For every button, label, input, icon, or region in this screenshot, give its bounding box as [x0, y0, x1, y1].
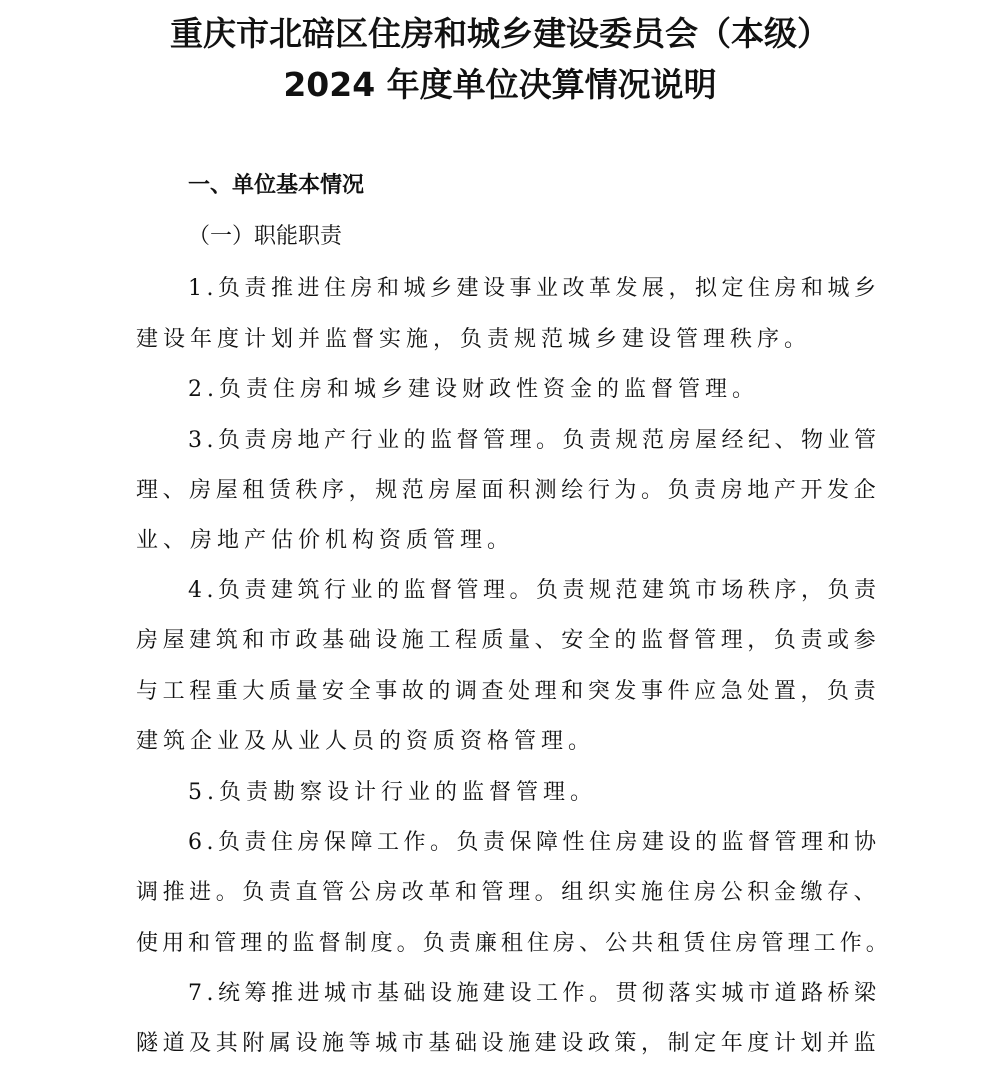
body-text-line: 6 . 负 责 住 房 保 障 工 作 。 负 责 保 障 性 住 房 建 设 的 监 督 管 理 和 协 [188, 830, 876, 855]
body-text-line: 2.负责住房和城乡建设财政性资金的监督管理。 [188, 377, 759, 402]
body-text-line: 理 、 房 屋 租 赁 秩 序 ， 规 范 房 屋 面 积 测 绘 行 为 。 负 责 房 地 产 开 发 企 [136, 478, 876, 503]
body-text-line: 业、房地产估价机构资质管理。 [136, 528, 515, 553]
body-text-line: 建筑企业及从业人员的资质资格管理。 [136, 729, 596, 754]
body-text-line: 隧 道 及 其 附 属 设 施 等 城 市 基 础 设 施 建 设 政 策 ， 制 定 年 度 计 划 并 监 [136, 1031, 876, 1056]
body-text-line: 1 . 负 责 推 进 住 房 和 城 乡 建 设 事 业 改 革 发 展 ， 拟 定 住 房 和 城 乡 [188, 276, 876, 301]
body-text-line: 调 推 进 。 负 责 直 管 公 房 改 革 和 管 理 。 组 织 实 施 住 房 公 积 金 缴 存 、 [136, 880, 876, 905]
body-text-line: 使 用 和 管 理 的 监 督 制 度 。 负 责 廉 租 住 房 、 公 共 租 赁 住 房 管 理 工 作 。 [136, 931, 888, 956]
body-text-line: 5.负责勘察设计行业的监督管理。 [188, 780, 597, 805]
subsection-heading-functions: （一）职能职责 [188, 224, 343, 249]
document-title-line-2: 2024 年度单位决算情况说明 [283, 65, 717, 104]
body-text-line: 4 . 负 责 建 筑 行 业 的 监 督 管 理 。 负 责 规 范 建 筑 市 场 秩 序 ， 负 责 [188, 578, 876, 603]
body-text-line: 建设年度计划并监督实施，负责规范城乡建设管理秩序。 [136, 327, 812, 352]
body-text-line: 房 屋 建 筑 和 市 政 基 础 设 施 工 程 质 量 、 安 全 的 监 督 管 理 ， 负 责 或 参 [136, 628, 876, 653]
document-title-line-1: 重庆市北碚区住房和城乡建设委员会（本级） [170, 14, 830, 53]
body-text-line: 7 . 统 筹 推 进 城 市 基 础 设 施 建 设 工 作 。 贯 彻 落 实 城 市 道 路 桥 梁 [188, 981, 876, 1006]
body-text-line: 与 工 程 重 大 质 量 安 全 事 故 的 调 查 处 理 和 突 发 事 件 应 急 处 置 ， 负 责 [136, 679, 876, 704]
section-heading-basic-info: 一、单位基本情况 [188, 173, 365, 198]
body-text-line: 3 . 负 责 房 地 产 行 业 的 监 督 管 理 。 负 责 规 范 房 屋 经 纪 、 物 业 管 [188, 428, 876, 453]
